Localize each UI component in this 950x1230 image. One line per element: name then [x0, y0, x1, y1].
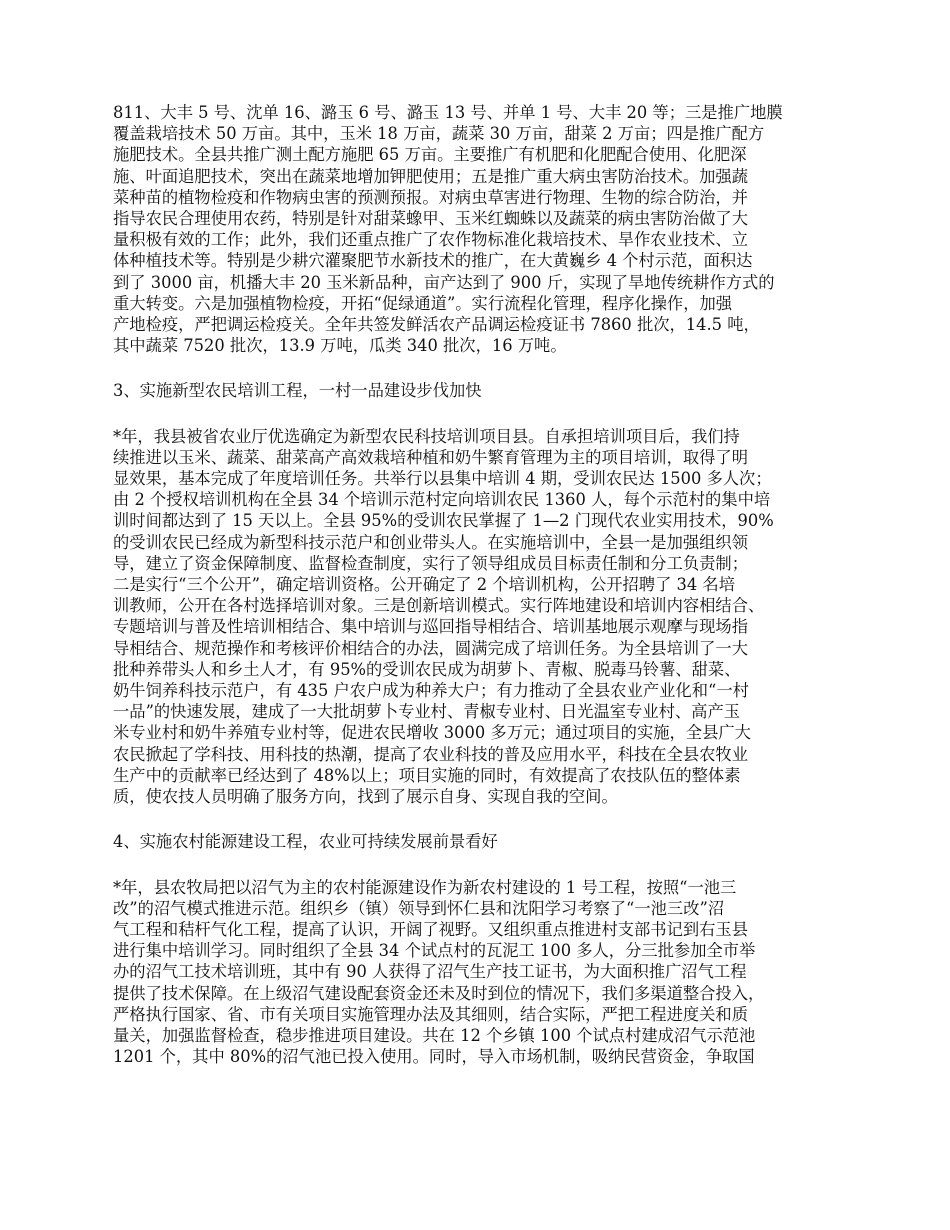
text-line: 体种植技术等。特别是少耕穴灌聚肥节水新技术的推广，在大黄巍乡 4 个村示范，面积达: [113, 251, 753, 271]
text-line: 气工程和秸杆气化工程，提高了认识，开阔了视野。又组织重点推进村支部书记到右玉县: [113, 919, 748, 939]
paragraph-agricultural-tech: [113, 102, 851, 356]
section-heading-3: 3、实施新型农民培训工程，一村一品建设步伐加快: [113, 381, 482, 401]
text-line: 二是实行“三个公开”，确定培训资格。公开确定了 2 个培训机构，公开招聘了 34 名培: [113, 575, 735, 595]
paragraph-farmer-training: [113, 426, 851, 808]
text-line: 生产中的贡献率已经达到了 48%以上；项目实施的同时，有效提高了农技队伍的整体素: [113, 765, 741, 785]
text-line: 显效果，基本完成了年度培训任务。共举行以县集中培训 4 期，受训农民达 1500 多人次；: [113, 469, 772, 489]
text-line: 的受训农民已经成为新型科技示范户和创业带头人。在实施培训中，全县一是加强组织领: [113, 532, 748, 552]
text-line: 施肥技术。全县共推广测土配方施肥 65 万亩。主要推广有机肥和化肥配合使用、化肥深: [113, 145, 747, 165]
text-line: 质，使农技人员明确了服务方向，找到了展示自身、实现自我的空间。: [113, 787, 618, 807]
text-line: 专题培训与普及性培训相结合、集中培训与巡回指导相结合、培训基地展示观摩与现场指: [113, 617, 748, 637]
text-line: 到了 3000 亩，机播大丰 20 玉米新品种，亩产达到了 900 斤，实现了旱地传统耕作方式的: [113, 272, 775, 292]
text-line: 菜种苗的植物检疫和作物病虫害的预测预报。对病虫草害进行物理、生物的综合防治，并: [113, 187, 748, 207]
text-line: 续推进以玉米、蔬菜、甜菜高产高效栽培种植和奶牛繁育管理为主的项目培训，取得了明: [113, 447, 748, 467]
text-line: 产地检疫，严把调运检疫关。全年共签发鲜活农产品调运检疫证书 7860 批次，14.5 吨，: [113, 315, 760, 335]
text-line: 米专业村和奶牛养殖专业村等，促进农民增收 3000 多万元；通过项目的实施，全县广大: [113, 723, 751, 743]
text-line: 严格执行国家、省、市有关项目实施管理办法及其细则，结合实际，严把工程进度关和质: [113, 1004, 748, 1024]
document-page: [113, 102, 851, 1067]
text-line: 施、叶面追肥技术，突出在蔬菜地增加钾肥使用；五是推广重大病虫害防治技术。加强蔬: [113, 166, 748, 186]
text-line: 其中蔬菜 7520 批次，13.9 万吨，瓜类 340 批次，16 万吨。: [113, 336, 567, 356]
text-line: *年，县农牧局把以沼气为主的农村能源建设作为新农村建设的 1 号工程，按照“一池三: [113, 877, 737, 897]
text-line: 办的沼气工技术培训班，其中有 90 人获得了沼气生产技工证书，为大面积推广沼气工程: [113, 962, 747, 982]
text-line: 改”的沼气模式推进示范。组织乡（镇）领导到怀仁县和沈阳学习考察了“一池三改”沼: [113, 898, 725, 918]
text-line: 进行集中培训学习。同时组织了全县 34 个试点村的瓦泥工 100 多人，分三批参加全市举: [113, 941, 756, 961]
text-line: 训时间都达到了 15 天以上。全县 95%的受训农民掌握了 1—2 门现代农业实用技术，90%: [113, 511, 774, 531]
text-line: 批种养带头人和乡土人才，有 95%的受训农民成为胡萝卜、青椒、脱毒马铃薯、甜菜、: [113, 659, 741, 679]
text-line: 量积极有效的工作；此外，我们还重点推广了农作物标准化栽培技术、旱作农业技术、立: [113, 230, 748, 250]
section-heading-4: 4、实施农村能源建设工程，农业可持续发展前景看好: [113, 832, 498, 852]
text-line: 重大转变。六是加强植物检疫，开拓“促绿通道”。实行流程化管理，程序化操作，加强: [113, 293, 733, 313]
text-line: 提供了技术保障。在上级沼气建设配套资金还未及时到位的情况下，我们多渠道整合投入，: [113, 983, 765, 1003]
text-line: 一品”的快速发展，建成了一大批胡萝卜专业村、青椒专业村、日光温室专业村、高产玉: [113, 702, 741, 722]
text-line: 训教师，公开在各村选择培训对象。三是创新培训模式。实行阵地建设和培训内容相结合、: [113, 596, 765, 616]
text-line: 811、大丰 5 号、沈单 16、潞玉 6 号、潞玉 13 号、并单 1 号、大丰 20 等；三是推广地膜: [113, 103, 783, 122]
text-line: 导，建立了资金保障制度、监督检查制度，实行了领导组成员目标责任制和分工负责制；: [113, 553, 748, 573]
text-line: 覆盖栽培技术 50 万亩。其中，玉米 18 万亩，蔬菜 30 万亩，甜菜 2 万亩；四是推广配方: [113, 124, 765, 144]
text-line: 1201 个，其中 80%的沼气池已投入使用。同时，导入市场机制，吸纳民营资金，争取国: [113, 1047, 755, 1067]
text-line: 指导农民合理使用农药，特别是针对甜菜蟓甲、玉米红蜘蛛以及蔬菜的病虫害防治做了大: [113, 209, 748, 229]
text-line: 奶牛饲养科技示范户，有 435 户农户成为种养大户；有力推动了全县农业产业化和“一村: [113, 681, 749, 701]
text-line: 农民掀起了学科技、用科技的热潮，提高了农业科技的普及应用水平，科技在全县农牧业: [113, 744, 748, 764]
text-line: 由 2 个授权培训机构在全县 34 个培训示范村定向培训农民 1360 人，每个示范村的集中培: [113, 490, 771, 510]
text-line: 导相结合、规范操作和考核评价相结合的办法，圆满完成了培训任务。为全县培训了一大: [113, 638, 748, 658]
paragraph-rural-energy: [113, 877, 851, 1068]
text-line: 量关，加强监督检查，稳步推进项目建设。共在 12 个乡镇 100 个试点村建成沼气示范池: [113, 1025, 756, 1045]
text-line: *年，我县被省农业厅优选确定为新型农民科技培训项目县。自承担培训项目后，我们持: [113, 426, 740, 446]
